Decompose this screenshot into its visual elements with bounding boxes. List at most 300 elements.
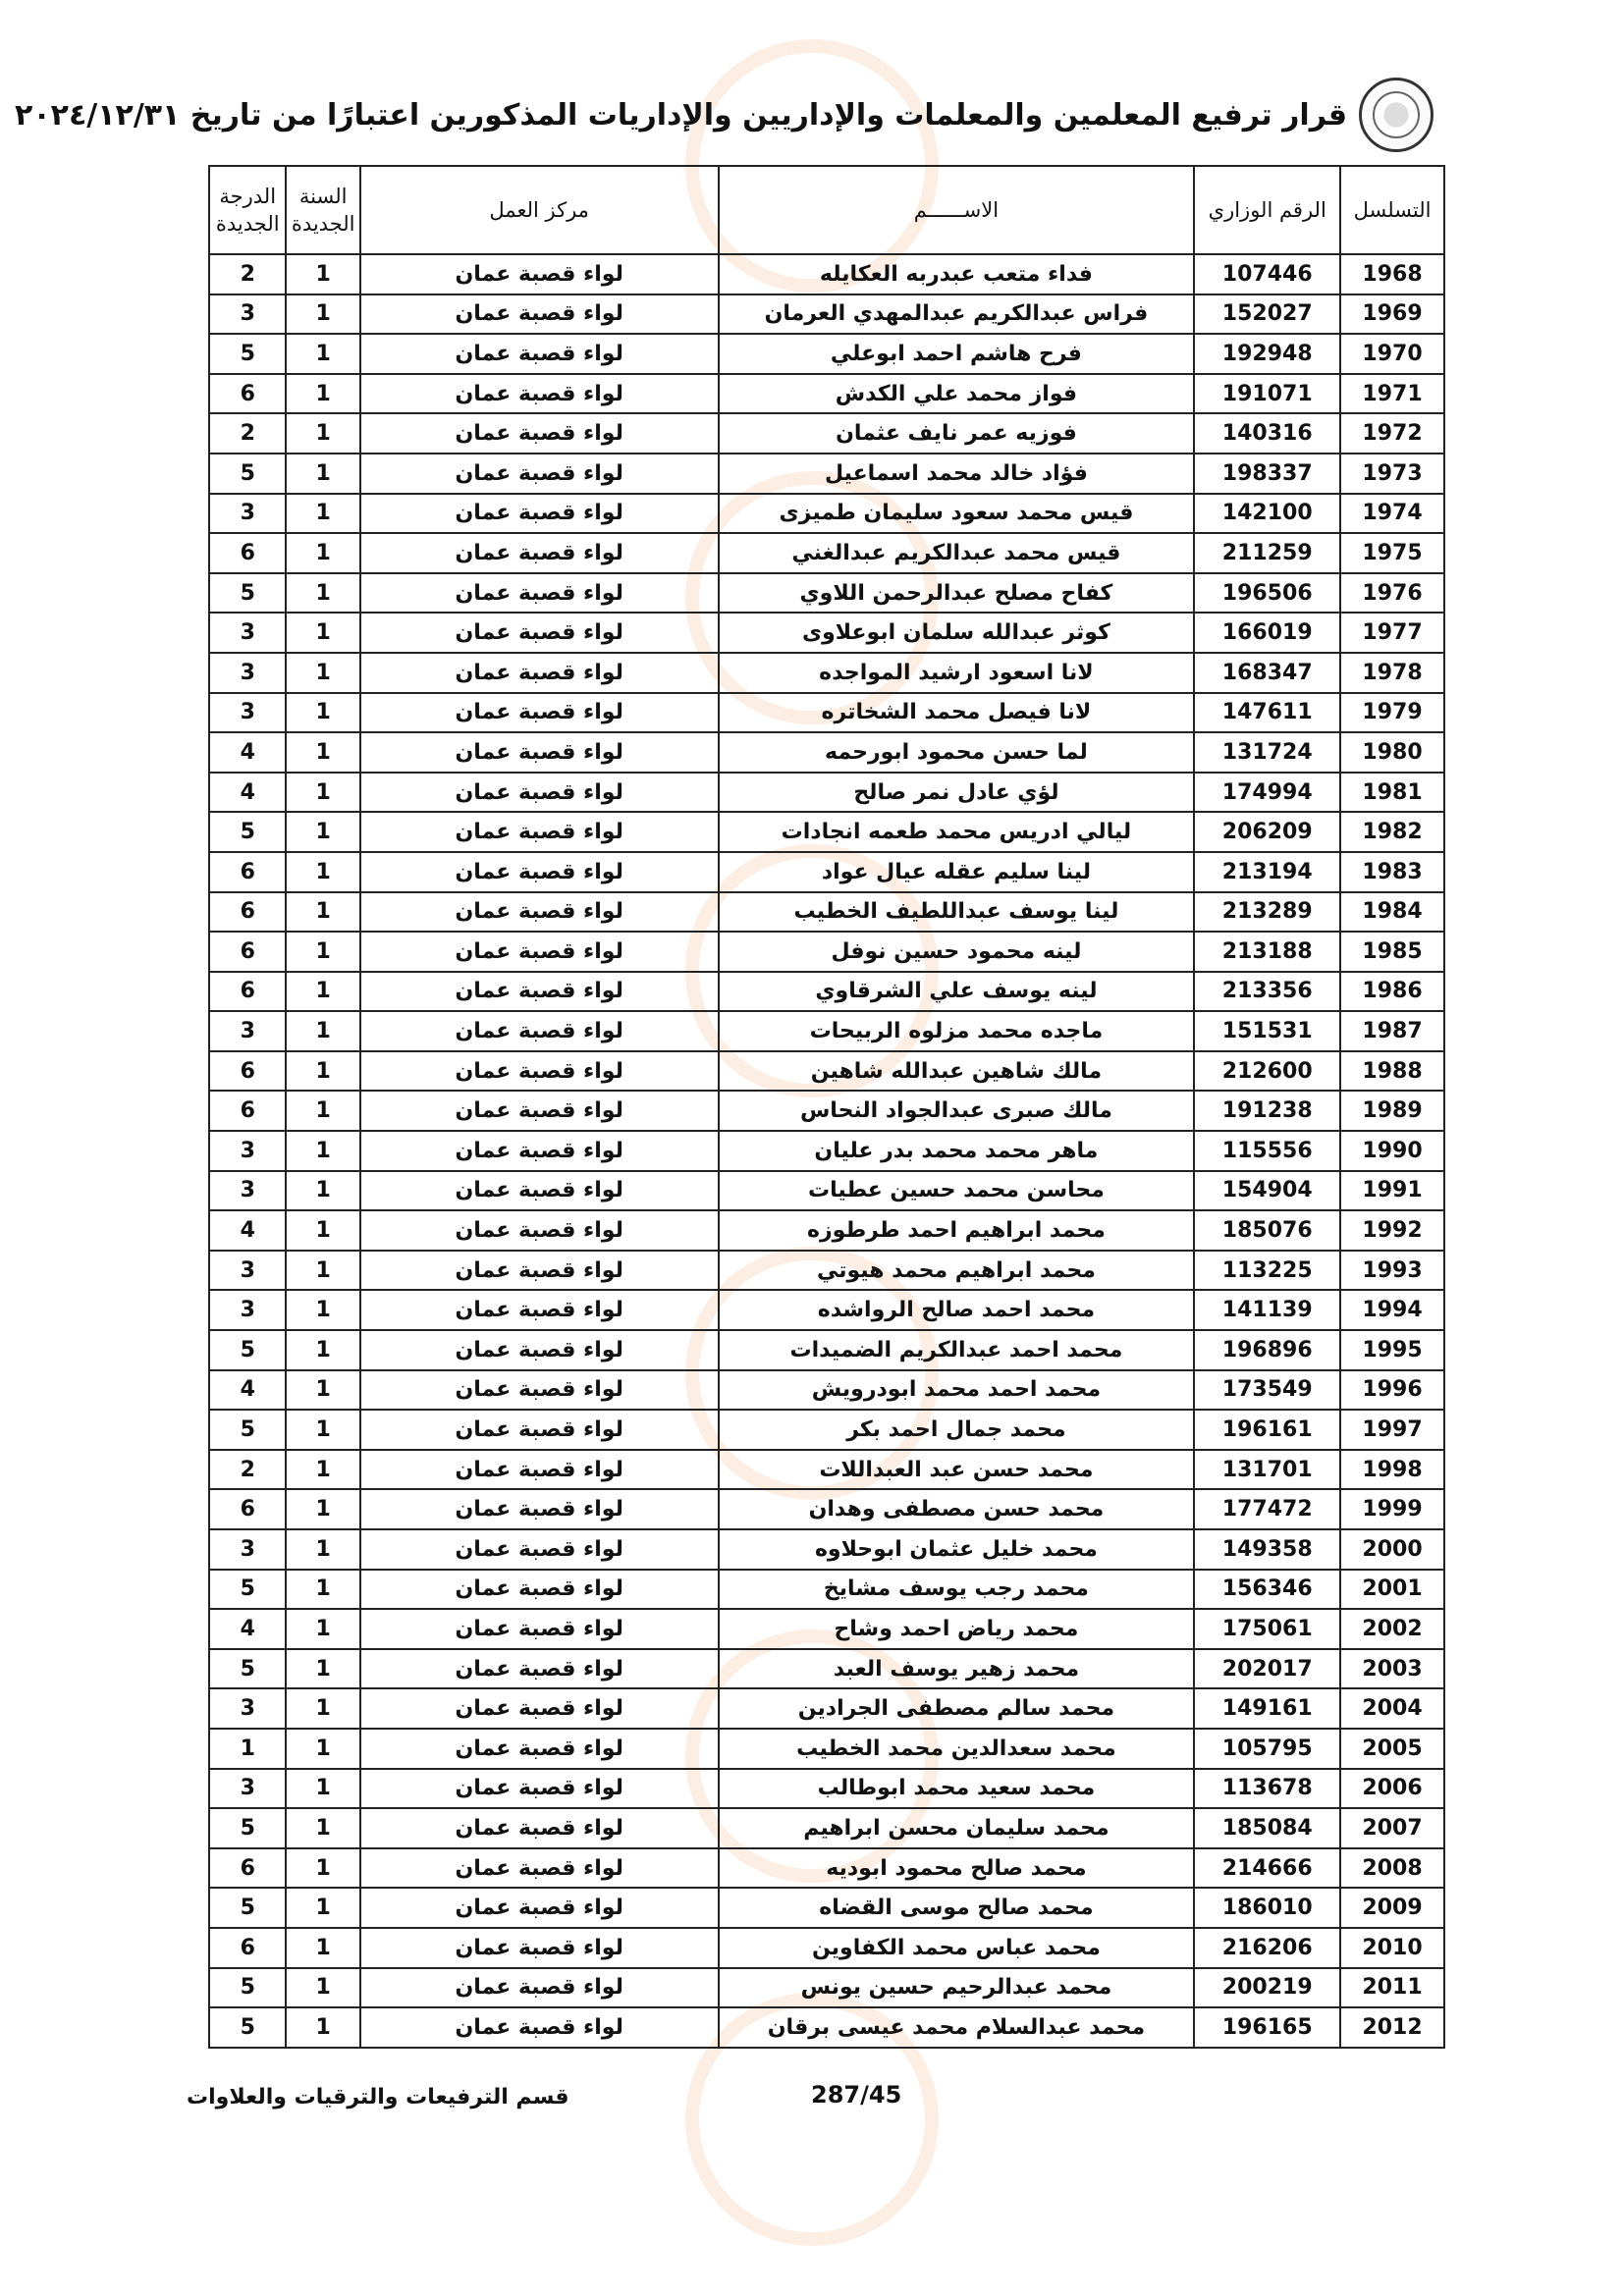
cell-seq: 1975 (1340, 533, 1444, 573)
table-row (209, 1688, 1444, 1729)
table-row (209, 1570, 1444, 1610)
cell-new-grade: 3 (209, 294, 286, 335)
cell-new-year: 1 (286, 1570, 359, 1610)
cell-work-center: لواء قصبة عمان (360, 1529, 719, 1570)
cell-name: محمد سالم مصطفى الجرادين (719, 1688, 1195, 1729)
cell-new-grade: 3 (209, 1011, 286, 1051)
cell-name: محمد احمد صالح الرواشده (719, 1290, 1195, 1330)
table-row (209, 254, 1444, 294)
cell-work-center: لواء قصبة عمان (360, 573, 719, 614)
table-row (209, 1210, 1444, 1251)
table-row (209, 1649, 1444, 1689)
cell-new-year: 1 (286, 972, 359, 1012)
cell-seq: 2010 (1340, 1928, 1444, 1968)
cell-new-grade: 2 (209, 1450, 286, 1490)
cell-new-year: 1 (286, 1928, 359, 1968)
cell-work-center: لواء قصبة عمان (360, 533, 719, 573)
table-row (209, 334, 1444, 374)
cell-seq: 1974 (1340, 494, 1444, 534)
cell-name: لينا يوسف عبداللطيف الخطيب (719, 892, 1195, 933)
cell-ministry-no: 142100 (1194, 494, 1340, 534)
table-row (209, 1410, 1444, 1450)
cell-work-center: لواء قصبة عمان (360, 1848, 719, 1889)
cell-new-year: 1 (286, 1489, 359, 1529)
cell-name: فؤاد خالد محمد اسماعيل (719, 454, 1195, 494)
cell-seq: 1968 (1340, 254, 1444, 294)
cell-seq: 1986 (1340, 972, 1444, 1012)
cell-name: ليالي ادريس محمد طعمه انجادات (719, 812, 1195, 852)
cell-name: محمد صالح موسى القضاه (719, 1888, 1195, 1928)
cell-work-center: لواء قصبة عمان (360, 732, 719, 773)
cell-seq: 2001 (1340, 1570, 1444, 1610)
cell-seq: 1971 (1340, 374, 1444, 414)
cell-work-center: لواء قصبة عمان (360, 1370, 719, 1411)
cell-ministry-no: 154904 (1194, 1171, 1340, 1211)
cell-work-center: لواء قصبة عمان (360, 1570, 719, 1610)
cell-work-center: لواء قصبة عمان (360, 1489, 719, 1529)
cell-name: ماهر محمد محمد بدر عليان (719, 1131, 1195, 1171)
cell-name: محمد رياض احمد وشاح (719, 1609, 1195, 1649)
cell-ministry-no: 105795 (1194, 1729, 1340, 1769)
ministry-logo (1359, 78, 1434, 152)
cell-work-center: لواء قصبة عمان (360, 892, 719, 933)
cell-seq: 2007 (1340, 1808, 1444, 1848)
cell-name: كفاح مصلح عبدالرحمن اللاوي (719, 573, 1195, 614)
cell-ministry-no: 174994 (1194, 773, 1340, 813)
cell-new-grade: 6 (209, 972, 286, 1012)
cell-ministry-no: 196165 (1194, 2007, 1340, 2048)
cell-seq: 1999 (1340, 1489, 1444, 1529)
cell-new-year: 1 (286, 374, 359, 414)
cell-new-grade: 2 (209, 254, 286, 294)
cell-new-year: 1 (286, 1848, 359, 1889)
table-row (209, 972, 1444, 1012)
cell-ministry-no: 191238 (1194, 1091, 1340, 1131)
cell-name: لانا فيصل محمد الشخاتره (719, 693, 1195, 733)
cell-ministry-no: 198337 (1194, 454, 1340, 494)
table-row (209, 533, 1444, 573)
table-row (209, 1769, 1444, 1809)
cell-seq: 2003 (1340, 1649, 1444, 1689)
cell-name: محمد صالح محمود ابوديه (719, 1848, 1195, 1889)
cell-new-grade: 3 (209, 693, 286, 733)
table-row (209, 1051, 1444, 1092)
cell-new-grade: 5 (209, 1808, 286, 1848)
cell-seq: 1973 (1340, 454, 1444, 494)
cell-name: محمد حسن عبد العبداللات (719, 1450, 1195, 1490)
cell-seq: 1977 (1340, 613, 1444, 653)
cell-new-year: 1 (286, 1410, 359, 1450)
table-row (209, 413, 1444, 454)
cell-seq: 1979 (1340, 693, 1444, 733)
cell-ministry-no: 191071 (1194, 374, 1340, 414)
table-row (209, 892, 1444, 933)
cell-new-grade: 4 (209, 1609, 286, 1649)
cell-work-center: لواء قصبة عمان (360, 1011, 719, 1051)
cell-name: قيس محمد سعود سليمان طميزى (719, 494, 1195, 534)
cell-ministry-no: 149161 (1194, 1688, 1340, 1729)
cell-new-year: 1 (286, 773, 359, 813)
department-name: قسم الترفيعات والترقيات والعلاوات (187, 2085, 569, 2109)
cell-name: محمد سليمان محسن ابراهيم (719, 1808, 1195, 1848)
cell-new-year: 1 (286, 1529, 359, 1570)
cell-work-center: لواء قصبة عمان (360, 454, 719, 494)
page-number: 287/45 (811, 2081, 902, 2109)
table-row (209, 1848, 1444, 1889)
cell-new-year: 1 (286, 653, 359, 693)
cell-ministry-no: 147611 (1194, 693, 1340, 733)
table-row (209, 773, 1444, 813)
cell-work-center: لواء قصبة عمان (360, 1688, 719, 1729)
cell-seq: 2004 (1340, 1688, 1444, 1729)
cell-new-year: 1 (286, 1290, 359, 1330)
table-row (209, 1489, 1444, 1529)
cell-new-grade: 4 (209, 1370, 286, 1411)
cell-new-grade: 3 (209, 1769, 286, 1809)
cell-new-grade: 5 (209, 1570, 286, 1610)
cell-new-year: 1 (286, 1370, 359, 1411)
cell-seq: 2006 (1340, 1769, 1444, 1809)
cell-name: فداء متعب عبدربه العكايله (719, 254, 1195, 294)
cell-seq: 2002 (1340, 1609, 1444, 1649)
cell-seq: 1995 (1340, 1330, 1444, 1370)
cell-work-center: لواء قصبة عمان (360, 1928, 719, 1968)
cell-name: فوزيه عمر نايف عثمان (719, 413, 1195, 454)
cell-new-year: 1 (286, 1729, 359, 1769)
cell-seq: 1985 (1340, 932, 1444, 972)
cell-name: لما حسن محمود ابورحمه (719, 732, 1195, 773)
cell-ministry-no: 186010 (1194, 1888, 1340, 1928)
cell-new-grade: 3 (209, 1171, 286, 1211)
cell-name: محمد رجب يوسف مشايخ (719, 1570, 1195, 1610)
cell-work-center: لواء قصبة عمان (360, 1251, 719, 1291)
cell-new-year: 1 (286, 1609, 359, 1649)
cell-new-grade: 3 (209, 1290, 286, 1330)
cell-ministry-no: 206209 (1194, 812, 1340, 852)
cell-name: محمد ابراهيم احمد طرطوزه (719, 1210, 1195, 1251)
cell-name: محمد ابراهيم محمد هيوتي (719, 1251, 1195, 1291)
cell-new-grade: 3 (209, 494, 286, 534)
cell-seq: 2009 (1340, 1888, 1444, 1928)
cell-ministry-no: 168347 (1194, 653, 1340, 693)
cell-ministry-no: 140316 (1194, 413, 1340, 454)
cell-name: لينه يوسف علي الشرقاوي (719, 972, 1195, 1012)
cell-new-grade: 3 (209, 1688, 286, 1729)
cell-seq: 1976 (1340, 573, 1444, 614)
table-row (209, 613, 1444, 653)
promotion-table (208, 165, 1445, 2049)
cell-ministry-no: 107446 (1194, 254, 1340, 294)
cell-name: محمد احمد محمد ابودرويش (719, 1370, 1195, 1411)
table-row (209, 1729, 1444, 1769)
table-row (209, 1290, 1444, 1330)
cell-work-center: لواء قصبة عمان (360, 653, 719, 693)
cell-seq: 2005 (1340, 1729, 1444, 1769)
cell-work-center: لواء قصبة عمان (360, 374, 719, 414)
cell-ministry-no: 166019 (1194, 613, 1340, 653)
cell-work-center: لواء قصبة عمان (360, 773, 719, 813)
cell-seq: 1994 (1340, 1290, 1444, 1330)
cell-new-year: 1 (286, 1888, 359, 1928)
cell-new-year: 1 (286, 1171, 359, 1211)
cell-ministry-no: 211259 (1194, 533, 1340, 573)
cell-work-center: لواء قصبة عمان (360, 1450, 719, 1490)
cell-seq: 1989 (1340, 1091, 1444, 1131)
cell-ministry-no: 196896 (1194, 1330, 1340, 1370)
table-row (209, 653, 1444, 693)
table-row (209, 494, 1444, 534)
cell-seq: 1996 (1340, 1370, 1444, 1411)
cell-new-grade: 5 (209, 1968, 286, 2008)
cell-seq: 1983 (1340, 852, 1444, 892)
table-row (209, 1131, 1444, 1171)
cell-new-grade: 5 (209, 454, 286, 494)
table-row (209, 374, 1444, 414)
cell-new-year: 1 (286, 573, 359, 614)
cell-ministry-no: 185076 (1194, 1210, 1340, 1251)
table-row (209, 573, 1444, 614)
table-row (209, 1529, 1444, 1570)
cell-new-year: 1 (286, 812, 359, 852)
cell-ministry-no: 115556 (1194, 1131, 1340, 1171)
cell-ministry-no: 213356 (1194, 972, 1340, 1012)
cell-work-center: لواء قصبة عمان (360, 1131, 719, 1171)
cell-new-grade: 6 (209, 852, 286, 892)
cell-name: لينه محمود حسين نوفل (719, 932, 1195, 972)
cell-ministry-no: 113225 (1194, 1251, 1340, 1291)
cell-work-center: لواء قصبة عمان (360, 972, 719, 1012)
cell-ministry-no: 212600 (1194, 1051, 1340, 1092)
cell-seq: 1988 (1340, 1051, 1444, 1092)
cell-name: مالك شاهين عبدالله شاهين (719, 1051, 1195, 1092)
cell-new-grade: 1 (209, 1729, 286, 1769)
cell-name: محمد سعدالدين محمد الخطيب (719, 1729, 1195, 1769)
cell-work-center: لواء قصبة عمان (360, 334, 719, 374)
document-title: قرار ترفيع المعلمين والمعلمات والإداريين والإداريات المذكورين اعتبارًا من تاريخ ٢٠٢٤/١٢/٣١ (15, 97, 1347, 133)
cell-new-grade: 6 (209, 1489, 286, 1529)
table-header-row (209, 166, 1444, 254)
cell-ministry-no: 200219 (1194, 1968, 1340, 2008)
cell-work-center: لواء قصبة عمان (360, 1769, 719, 1809)
cell-name: محاسن محمد حسين عطيات (719, 1171, 1195, 1211)
cell-new-year: 1 (286, 852, 359, 892)
cell-name: لانا اسعود ارشيد المواجده (719, 653, 1195, 693)
cell-name: ماجده محمد مزلوه الربيحات (719, 1011, 1195, 1051)
cell-ministry-no: 213289 (1194, 892, 1340, 933)
table-row (209, 1370, 1444, 1411)
cell-name: محمد خليل عثمان ابوحلاوه (719, 1529, 1195, 1570)
cell-ministry-no: 192948 (1194, 334, 1340, 374)
cell-new-year: 1 (286, 294, 359, 335)
cell-new-grade: 6 (209, 1051, 286, 1092)
cell-seq: 1997 (1340, 1410, 1444, 1450)
table-row (209, 1330, 1444, 1370)
cell-new-year: 1 (286, 732, 359, 773)
cell-new-year: 1 (286, 1210, 359, 1251)
cell-new-grade: 5 (209, 1410, 286, 1450)
cell-name: فواز محمد علي الكدش (719, 374, 1195, 414)
cell-ministry-no: 216206 (1194, 1928, 1340, 1968)
cell-new-year: 1 (286, 932, 359, 972)
cell-new-year: 1 (286, 1808, 359, 1848)
cell-ministry-no: 173549 (1194, 1370, 1340, 1411)
cell-new-grade: 5 (209, 2007, 286, 2048)
cell-new-year: 1 (286, 254, 359, 294)
cell-new-grade: 6 (209, 1848, 286, 1889)
cell-ministry-no: 214666 (1194, 1848, 1340, 1889)
cell-new-grade: 5 (209, 1888, 286, 1928)
cell-new-grade: 5 (209, 334, 286, 374)
cell-new-year: 1 (286, 1011, 359, 1051)
cell-new-grade: 6 (209, 1928, 286, 1968)
cell-ministry-no: 141139 (1194, 1290, 1340, 1330)
cell-seq: 2008 (1340, 1848, 1444, 1889)
cell-new-year: 1 (286, 1251, 359, 1291)
cell-seq: 1987 (1340, 1011, 1444, 1051)
cell-seq: 2012 (1340, 2007, 1444, 2048)
cell-work-center: لواء قصبة عمان (360, 1210, 719, 1251)
cell-ministry-no: 185084 (1194, 1808, 1340, 1848)
cell-new-year: 1 (286, 1051, 359, 1092)
cell-work-center: لواء قصبة عمان (360, 932, 719, 972)
cell-seq: 1978 (1340, 653, 1444, 693)
cell-ministry-no: 196506 (1194, 573, 1340, 614)
table-row (209, 932, 1444, 972)
cell-new-grade: 2 (209, 413, 286, 454)
cell-work-center: لواء قصبة عمان (360, 1330, 719, 1370)
cell-new-year: 1 (286, 1968, 359, 2008)
cell-ministry-no: 151531 (1194, 1011, 1340, 1051)
table-row (209, 1011, 1444, 1051)
cell-name: فراس عبدالكريم عبدالمهدي العرمان (719, 294, 1195, 335)
cell-ministry-no: 131701 (1194, 1450, 1340, 1490)
cell-new-year: 1 (286, 1769, 359, 1809)
table-row (209, 1968, 1444, 2008)
table-row (209, 1171, 1444, 1211)
table-row (209, 1928, 1444, 1968)
cell-seq: 1981 (1340, 773, 1444, 813)
cell-work-center: لواء قصبة عمان (360, 1609, 719, 1649)
table-row (209, 1609, 1444, 1649)
cell-seq: 1990 (1340, 1131, 1444, 1171)
cell-new-year: 1 (286, 892, 359, 933)
cell-name: قيس محمد عبدالكريم عبدالغني (719, 533, 1195, 573)
cell-new-year: 1 (286, 1131, 359, 1171)
table-row (209, 1808, 1444, 1848)
cell-new-year: 1 (286, 533, 359, 573)
cell-work-center: لواء قصبة عمان (360, 254, 719, 294)
cell-seq: 1970 (1340, 334, 1444, 374)
cell-new-year: 1 (286, 1649, 359, 1689)
cell-ministry-no: 156346 (1194, 1570, 1340, 1610)
cell-new-grade: 5 (209, 1330, 286, 1370)
cell-new-grade: 4 (209, 732, 286, 773)
cell-work-center: لواء قصبة عمان (360, 1968, 719, 2008)
cell-ministry-no: 196161 (1194, 1410, 1340, 1450)
cell-work-center: لواء قصبة عمان (360, 1051, 719, 1092)
cell-new-grade: 6 (209, 892, 286, 933)
cell-seq: 1993 (1340, 1251, 1444, 1291)
cell-new-grade: 3 (209, 1251, 286, 1291)
cell-name: محمد زهير يوسف العبد (719, 1649, 1195, 1689)
table-row (209, 1251, 1444, 1291)
cell-name: محمد احمد عبدالكريم الضميدات (719, 1330, 1195, 1370)
cell-new-year: 1 (286, 413, 359, 454)
cell-ministry-no: 213194 (1194, 852, 1340, 892)
cell-ministry-no: 113678 (1194, 1769, 1340, 1809)
cell-name: محمد سعيد محمد ابوطالب (719, 1769, 1195, 1809)
header-new-year: السنة الجديدة (286, 166, 359, 254)
cell-work-center: لواء قصبة عمان (360, 1649, 719, 1689)
header-work-center: مركز العمل (360, 166, 719, 254)
table-row (209, 852, 1444, 892)
table-row (209, 2007, 1444, 2048)
table-row (209, 812, 1444, 852)
cell-new-grade: 6 (209, 1091, 286, 1131)
cell-name: محمد جمال احمد بكر (719, 1410, 1195, 1450)
cell-new-grade: 3 (209, 653, 286, 693)
header-name: الاســــــم (719, 166, 1195, 254)
cell-name: محمد عباس محمد الكفاوين (719, 1928, 1195, 1968)
cell-work-center: لواء قصبة عمان (360, 812, 719, 852)
cell-new-grade: 3 (209, 1529, 286, 1570)
cell-new-year: 1 (286, 1688, 359, 1729)
cell-name: لؤي عادل نمر صالح (719, 773, 1195, 813)
header-ministry-no: الرقم الوزاري (1194, 166, 1340, 254)
cell-ministry-no: 152027 (1194, 294, 1340, 335)
cell-new-grade: 6 (209, 533, 286, 573)
cell-seq: 1984 (1340, 892, 1444, 933)
cell-new-grade: 4 (209, 773, 286, 813)
cell-work-center: لواء قصبة عمان (360, 1729, 719, 1769)
cell-seq: 1991 (1340, 1171, 1444, 1211)
cell-new-grade: 5 (209, 1649, 286, 1689)
header-new-grade: الدرجة الجديدة (209, 166, 286, 254)
cell-seq: 1969 (1340, 294, 1444, 335)
cell-seq: 2011 (1340, 1968, 1444, 2008)
cell-work-center: لواء قصبة عمان (360, 1171, 719, 1211)
cell-work-center: لواء قصبة عمان (360, 1091, 719, 1131)
cell-new-year: 1 (286, 1330, 359, 1370)
cell-name: مالك صبرى عبدالجواد النحاس (719, 1091, 1195, 1131)
cell-new-grade: 6 (209, 374, 286, 414)
cell-seq: 1980 (1340, 732, 1444, 773)
cell-new-grade: 3 (209, 613, 286, 653)
cell-new-grade: 5 (209, 812, 286, 852)
table-row (209, 1888, 1444, 1928)
cell-seq: 1992 (1340, 1210, 1444, 1251)
cell-name: محمد عبدالرحيم حسين يونس (719, 1968, 1195, 2008)
table-row (209, 1450, 1444, 1490)
cell-new-year: 1 (286, 1450, 359, 1490)
table-row (209, 294, 1444, 335)
cell-new-year: 1 (286, 454, 359, 494)
cell-name: محمد عبدالسلام محمد عيسى برقان (719, 2007, 1195, 2048)
cell-work-center: لواء قصبة عمان (360, 494, 719, 534)
cell-work-center: لواء قصبة عمان (360, 294, 719, 335)
cell-new-year: 1 (286, 2007, 359, 2048)
document-header (15, 71, 1434, 159)
table-row (209, 454, 1444, 494)
cell-name: لينا سليم عقله عيال عواد (719, 852, 1195, 892)
cell-new-year: 1 (286, 613, 359, 653)
cell-ministry-no: 149358 (1194, 1529, 1340, 1570)
cell-work-center: لواء قصبة عمان (360, 2007, 719, 2048)
cell-name: فرح هاشم احمد ابوعلي (719, 334, 1195, 374)
cell-new-grade: 4 (209, 1210, 286, 1251)
cell-name: كوثر عبدالله سلمان ابوعلاوى (719, 613, 1195, 653)
cell-seq: 1998 (1340, 1450, 1444, 1490)
